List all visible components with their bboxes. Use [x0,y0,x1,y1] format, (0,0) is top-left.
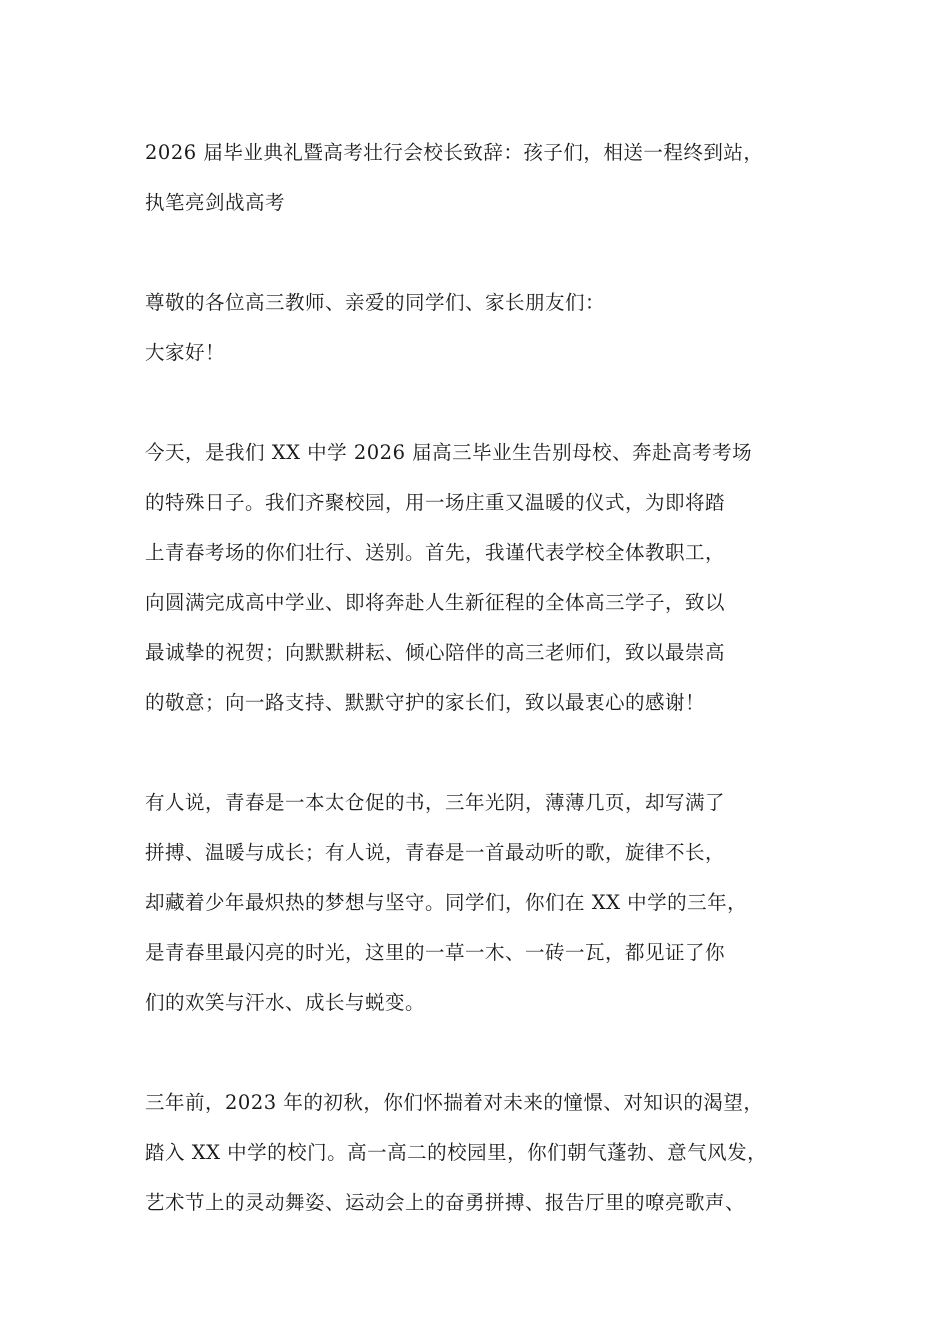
paragraph-line: 拼搏、温暖与成长；有人说，青春是一首最动听的歌，旋律不长， [145,841,726,864]
paragraph-line: 三年前，2023 年的初秋，你们怀揣着对未来的憧憬、对知识的渴望， [145,1091,764,1114]
paragraph-line: 向圆满完成高中学业、即将奔赴人生新征程的全体高三学子，致以 [145,591,726,614]
paragraph-line: 却藏着少年最炽热的梦想与坚守。同学们，你们在 XX 中学的三年， [145,891,748,914]
paragraph-line: 的特殊日子。我们齐聚校园，用一场庄重又温暖的仪式，为即将踏 [145,491,726,514]
blank-line [145,728,835,778]
paragraph-3 [145,1078,835,1228]
paragraph-line: 有人说，青春是一本太仓促的书，三年光阴，薄薄几页，却写满了 [145,791,726,814]
blank-line [145,228,835,278]
salutation: 尊敬的各位高三教师、亲爱的同学们、家长朋友们： [145,291,606,314]
paragraph-line: 上青春考场的你们壮行、送别。首先，我谨代表学校全体教职工， [145,541,726,564]
paragraph-2 [145,778,835,1028]
paragraph-line: 艺术节上的灵动舞姿、运动会上的奋勇拼搏、报告厅里的嘹亮歌声、 [145,1191,746,1214]
paragraph-line: 的敬意；向一路支持、默默守护的家长们，致以最衷心的感谢！ [145,691,706,714]
title-line-2: 执笔亮剑战高考 [145,191,286,214]
blank-line [145,378,835,428]
blank-line [145,1028,835,1078]
paragraph-1 [145,428,835,728]
greeting: 大家好！ [145,341,226,364]
paragraph-line: 最诚挚的祝贺；向默默耕耘、倾心陪伴的高三老师们，致以最崇高 [145,641,726,664]
document-body [145,128,835,1228]
paragraph-line: 今天，是我们 XX 中学 2026 届高三毕业生告别母校、奔赴高考考场 [145,441,753,464]
paragraph-line: 是青春里最闪亮的时光，这里的一草一木、一砖一瓦，都见证了你 [145,941,726,964]
title-line-1: 2026 届毕业典礼暨高考壮行会校长致辞：孩子们，相送一程终到站， [145,141,764,164]
paragraph-line: 们的欢笑与汗水、成长与蜕变。 [145,991,426,1014]
paragraph-line: 踏入 XX 中学的校门。高一高二的校园里，你们朝气蓬勃、意气风发， [145,1141,768,1164]
